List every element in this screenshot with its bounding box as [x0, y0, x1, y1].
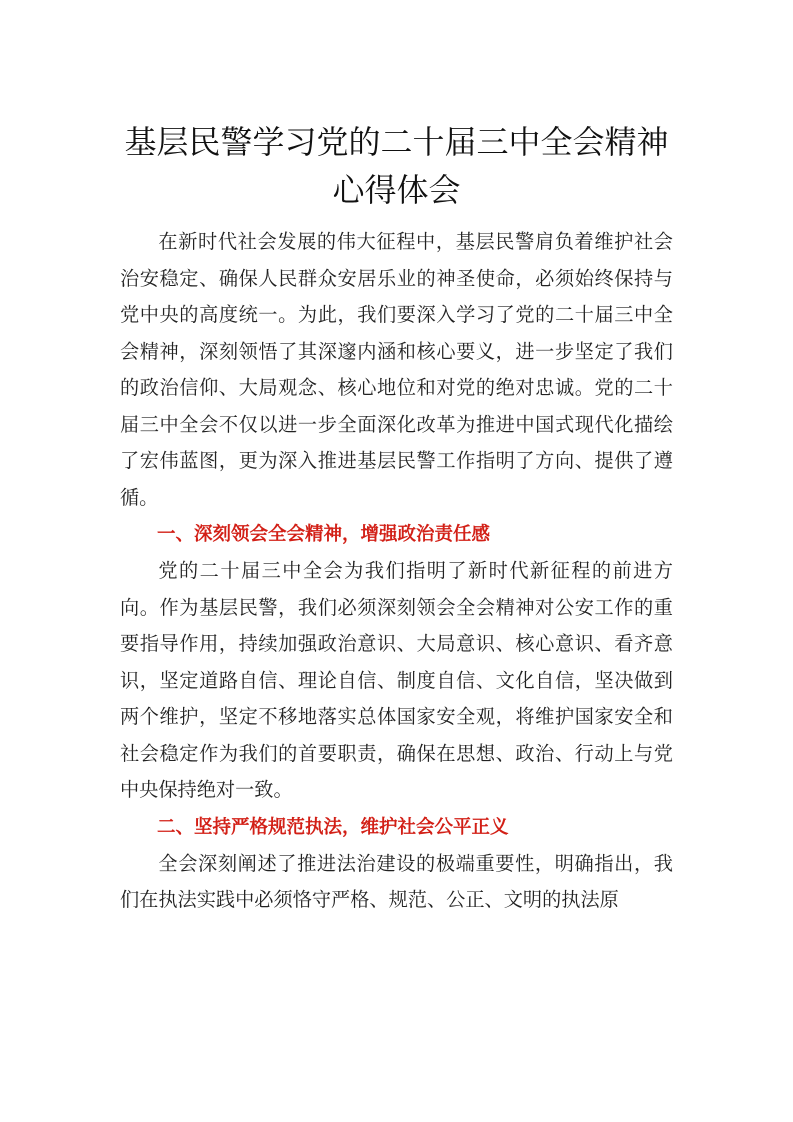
document-body — [120, 224, 673, 919]
body-paragraph: 党的二十届三中全会为我们指明了新时代新征程的前进方向。作为基层民警，我们必须深刻领会全会精神对公安工作的重要指导作用，持续加强政治意识、大局意识、核心意识、看齐意识，坚定道路自信、理论自信、制度自信、文化自信，坚决做到两个维护，坚定不移地落实总体国家安全观，将维护国家安全和社会稳定作为我们的首要职责，确保在思想、政治、行动上与党中央保持绝对一致。 — [120, 559, 673, 801]
body-paragraph: 全会深刻阐述了推进法治建设的极端重要性，明确指出，我们在执法实践中必须恪守严格、规范、公正、文明的执法原 — [120, 851, 673, 911]
section-heading: 一、深刻领会全会精神，增强政治责任感 — [157, 524, 491, 545]
body-paragraph: 在新时代社会发展的伟大征程中，基层民警肩负着维护社会治安稳定、确保人民群众安居乐业的神圣使命，必须始终保持与党中央的高度统一。为此，我们要深入学习了党的二十届三中全会精神，深刻领悟了其深邃内涵和核心要义，进一步坚定了我们的政治信仰、大局观念、核心地位和对党的绝对忠诚。党的二十届三中全会不仅以进一步全面深化改革为推进中国式现代化描绘了宏伟蓝图，更为深入推进基层民警工作指明了方向、提供了遵循。 — [120, 230, 673, 509]
document-title: 基层民警学习党的二十届三中全会精神心得体会 — [124, 123, 669, 209]
section-heading: 二、坚持严格规范执法，维护社会公平正义 — [157, 816, 509, 838]
